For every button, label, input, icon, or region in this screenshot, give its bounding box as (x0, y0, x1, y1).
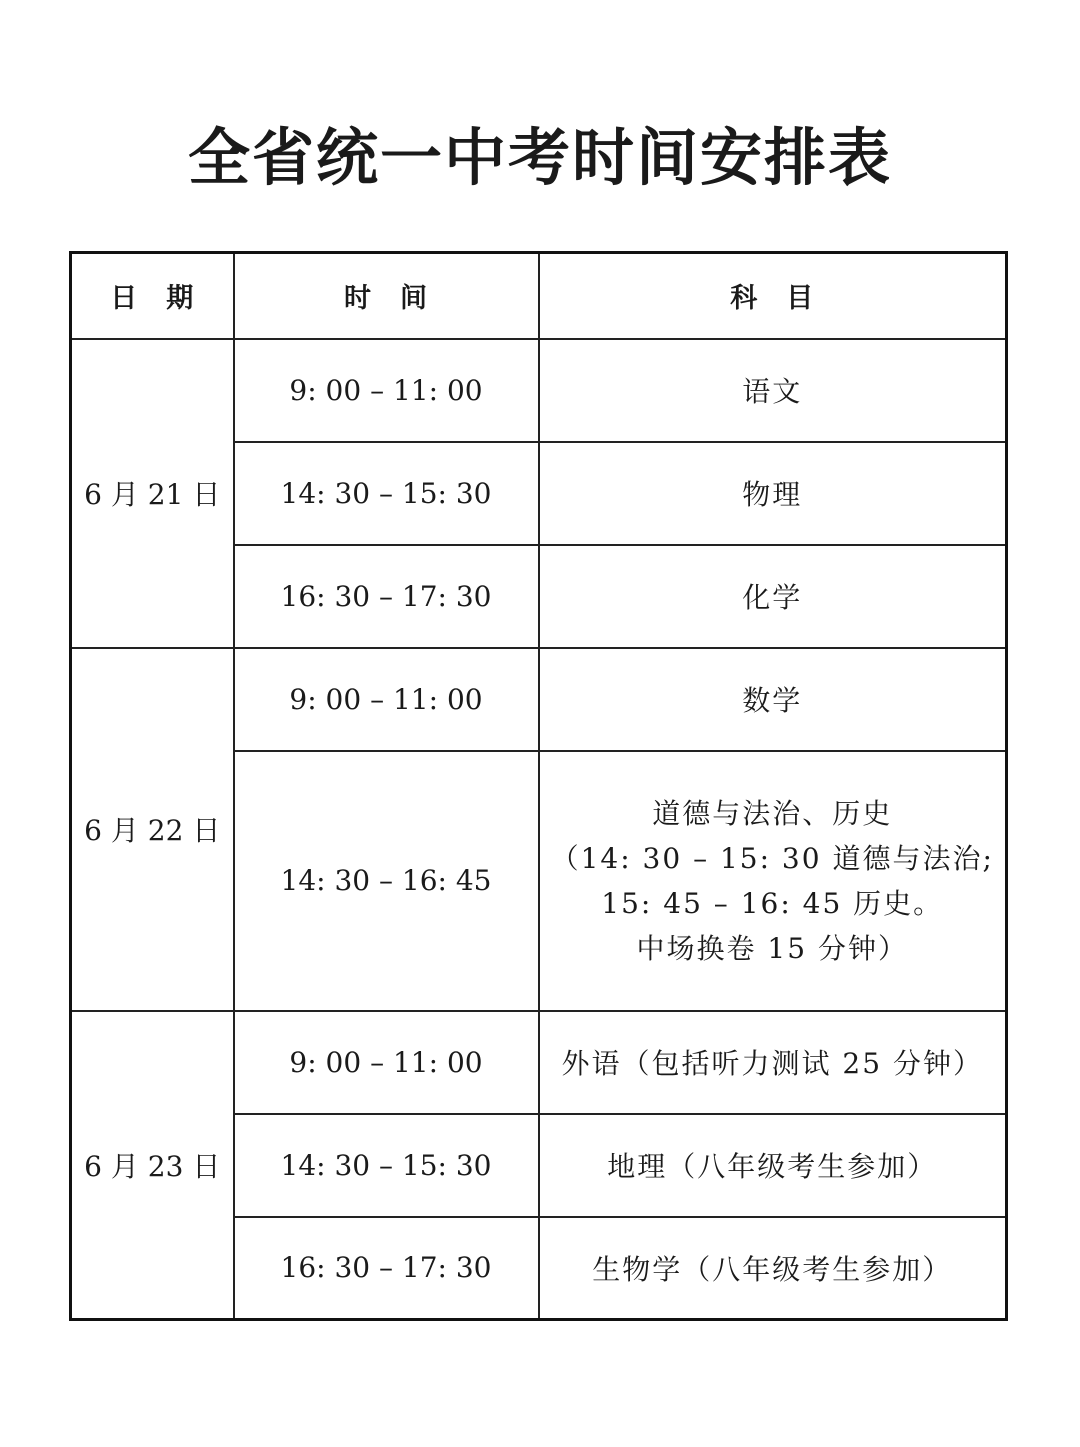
date-cell: 6 月 22 日 (71, 648, 234, 1011)
subject-line: 15: 45 – 16: 45 历史。 (601, 886, 944, 920)
subject-cell: 地理（八年级考生参加） (539, 1114, 1007, 1217)
time-cell: 14: 30 – 15: 30 (234, 442, 539, 545)
subject-cell: 化学 (539, 545, 1007, 648)
time-cell: 16: 30 – 17: 30 (234, 1217, 539, 1320)
subject-cell (539, 751, 1007, 1011)
subject-cell: 外语（包括听力测试 25 分钟） (539, 1011, 1007, 1114)
subject-cell: 物理 (539, 442, 1007, 545)
subject-cell: 生物学（八年级考生参加） (539, 1217, 1007, 1320)
time-cell: 14: 30 – 16: 45 (234, 751, 539, 1011)
subject-cell: 语文 (539, 339, 1007, 442)
page-title: 全省统一中考时间安排表 (187, 121, 892, 194)
date-cell: 6 月 23 日 (71, 1011, 234, 1320)
subject-line: （14: 30 – 15: 30 道德与法治; (550, 841, 994, 875)
header-subject: 科 目 (539, 253, 1007, 339)
table-header-row (71, 253, 1007, 339)
subject-line: 中场换卷 15 分钟） (636, 931, 908, 965)
table-row (71, 648, 1007, 751)
time-cell: 16: 30 – 17: 30 (234, 545, 539, 648)
time-cell: 14: 30 – 15: 30 (234, 1114, 539, 1217)
time-cell: 9: 00 – 11: 00 (234, 339, 539, 442)
time-cell: 9: 00 – 11: 00 (234, 648, 539, 751)
subject-cell: 数学 (539, 648, 1007, 751)
time-cell: 9: 00 – 11: 00 (234, 1011, 539, 1114)
header-date: 日 期 (71, 253, 234, 339)
table-row (71, 1011, 1007, 1114)
table-row (71, 339, 1007, 442)
subject-line: 道德与法治、历史 (652, 796, 893, 830)
exam-schedule-table (69, 251, 1008, 1321)
header-time: 时 间 (234, 253, 539, 339)
date-cell: 6 月 21 日 (71, 339, 234, 648)
